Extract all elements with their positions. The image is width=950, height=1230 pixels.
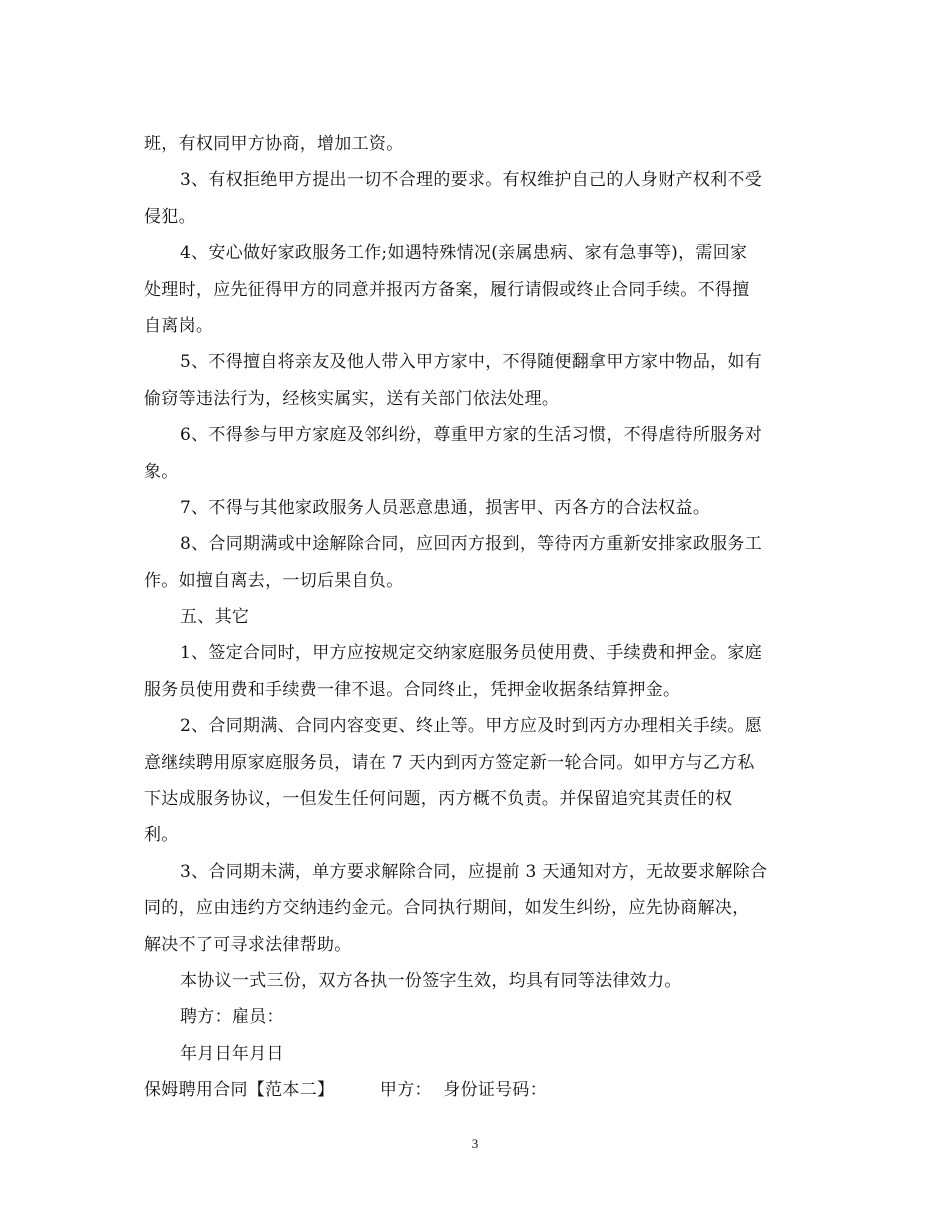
date-line: 年月日年月日 [180, 1043, 284, 1064]
text-line: 8、合同期满或中途解除合同，应回丙方报到，等待丙方重新安排家政服务工 [180, 534, 763, 555]
text-line: 3、有权拒绝甲方提出一切不合理的要求。有权维护自己的人身财产权利不受 [180, 170, 763, 191]
text-line: 本协议一式三份，双方各执一份签字生效，均具有同等法律效力。 [180, 970, 682, 991]
text-line: 同的，应由违约方交纳违约金元。合同执行期间，如发生纠纷，应先协商解决， [144, 898, 750, 919]
text-line: 3、合同期未满，单方要求解除合同，应提前 3 天通知对方，无故要求解除合 [180, 861, 768, 882]
text-line: 偷窃等违法行为，经核实属实，送有关部门依法处理。 [144, 388, 560, 409]
page-number: 3 [471, 1136, 479, 1151]
document-body [144, 126, 814, 1109]
text-line: 班，有权同甲方协商，增加工资。 [144, 134, 404, 154]
text-line: 2、合同期满、合同内容变更、终止等。甲方应及时到丙方办理相关手续。愿 [180, 716, 763, 737]
text-line: 5、不得擅自将亲友及他人带入甲方家中，不得随便翻拿甲方家中物品，如有 [180, 352, 763, 373]
section-heading: 五、其它 [180, 607, 250, 628]
text-line: 4、安心做好家政服务工作;如遇特殊情况(亲属患病、家有急事等)，需回家 [180, 243, 748, 264]
text-line: 自离岗。 [144, 315, 214, 336]
text-line: 处理时，应先征得甲方的同意并报丙方备案，履行请假或终止合同手续。不得擅 [144, 279, 750, 300]
text-line: 1、签定合同时，甲方应按规定交纳家庭服务员使用费、手续费和押金。家庭 [180, 643, 763, 664]
text-line: 意继续聘用原家庭服务员，请在 7 天内到丙方签定新一轮合同。如甲方与乙方私 [144, 752, 755, 773]
text-line: 解决不了可寻求法律帮助。 [144, 934, 352, 955]
text-line: 下达成服务协议，一但发生任何问题，丙方概不负责。并保留追究其责任的权 [144, 789, 733, 810]
contract-title-line: 保姆聘用合同【范本二】 甲方： 身份证号码： [144, 1080, 548, 1101]
text-line: 利。 [144, 825, 179, 846]
text-line: 6、不得参与甲方家庭及邻纠纷，尊重甲方家的生活习惯，不得虐待所服务对 [180, 425, 763, 446]
text-line: 作。如擅自离去，一切后果自负。 [144, 570, 404, 591]
text-line: 服务员使用费和手续费一律不退。合同终止，凭押金收据条结算押金。 [144, 679, 681, 700]
text-line: 象。 [144, 461, 179, 482]
text-line: 侵犯。 [144, 206, 196, 227]
text-line: 7、不得与其他家政服务人员恶意患通，损害甲、丙各方的合法权益。 [180, 497, 711, 518]
signature-line: 聘方：雇员： [180, 1007, 284, 1028]
